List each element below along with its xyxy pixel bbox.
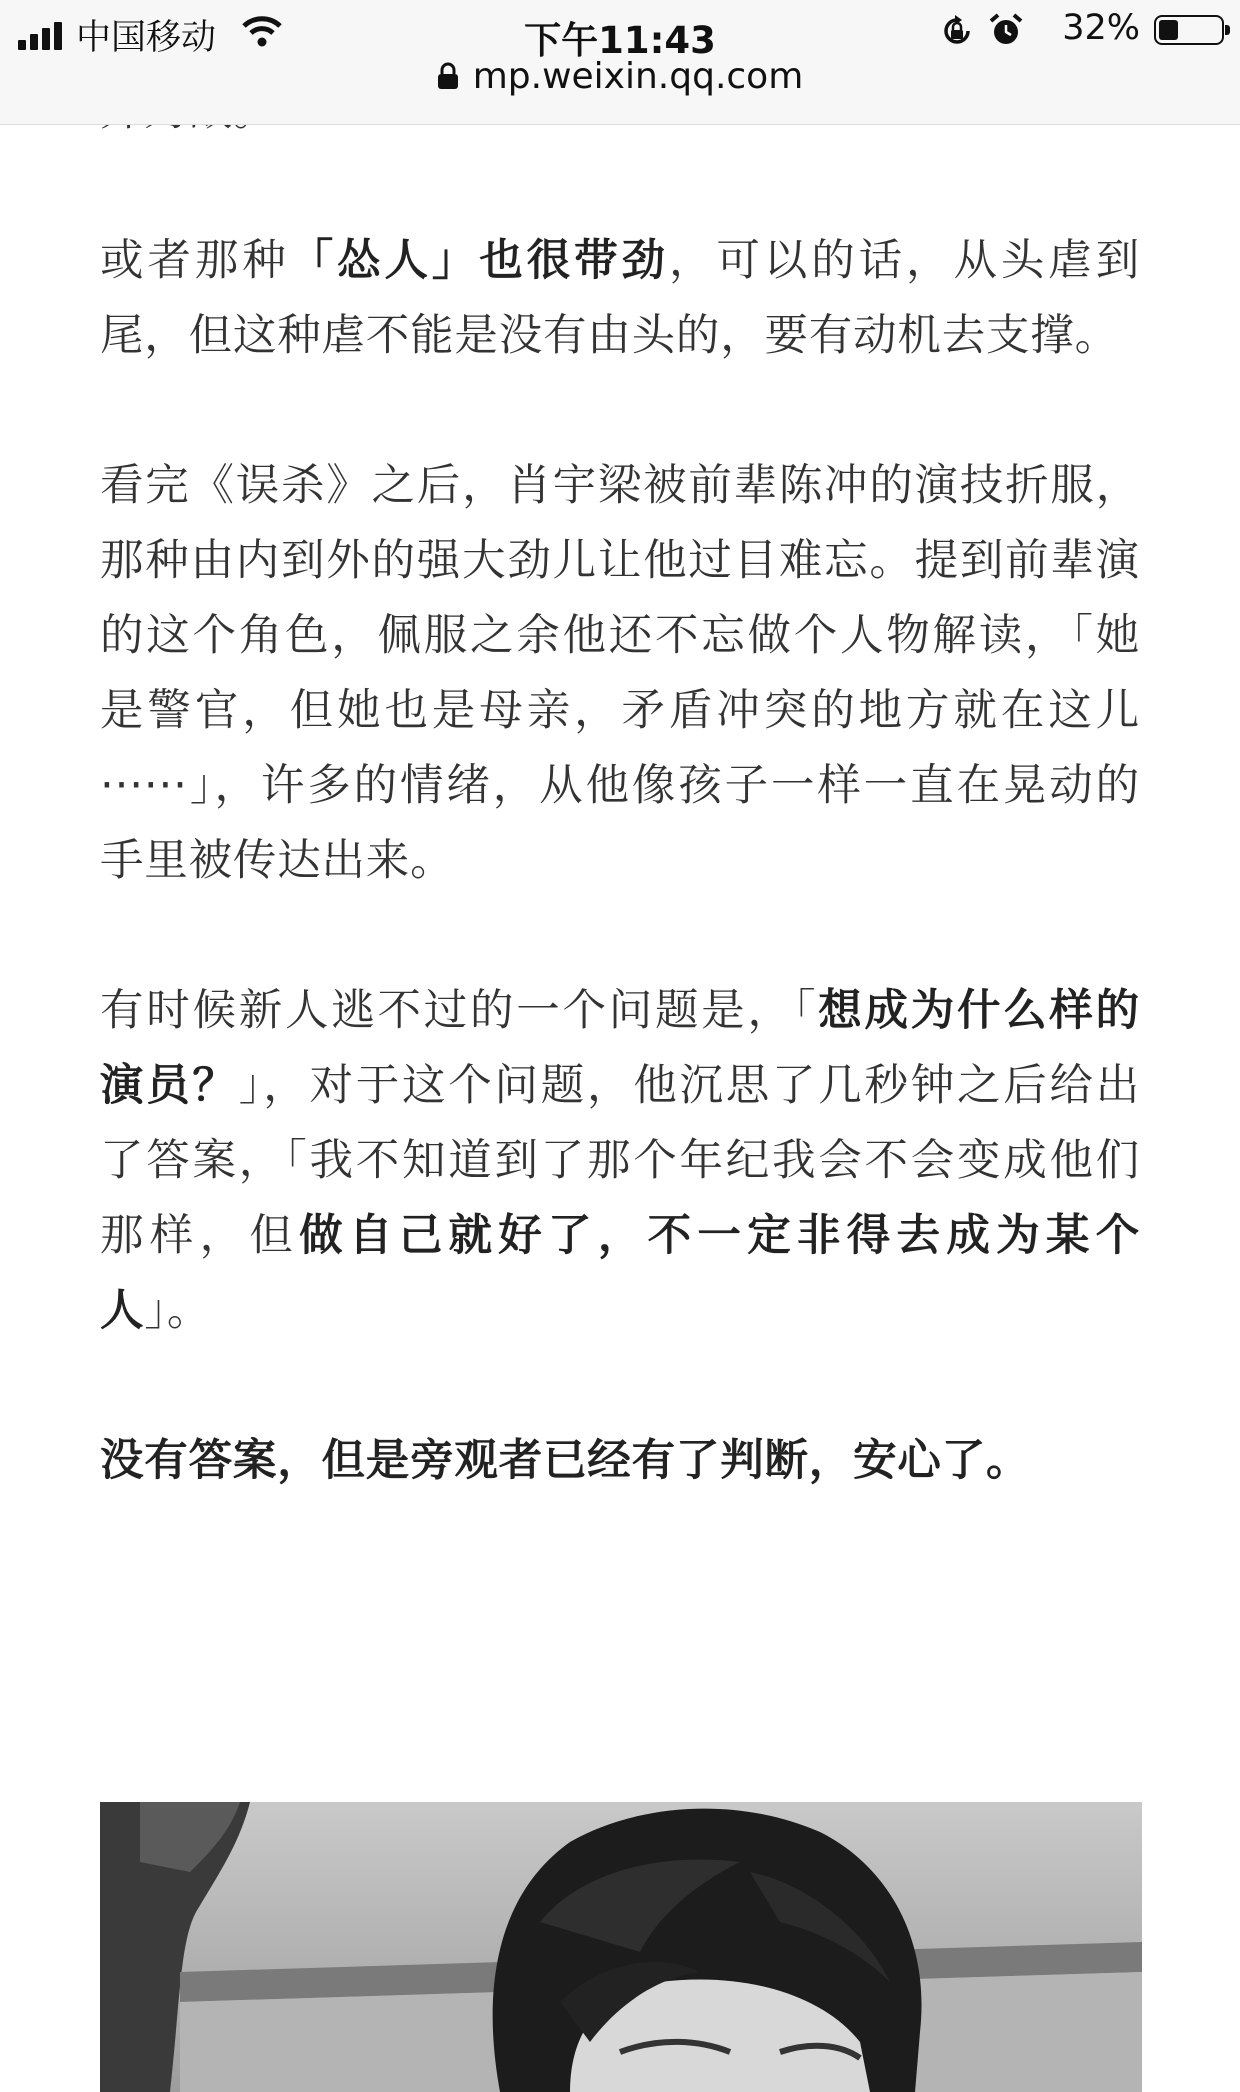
rotation-lock-icon [940,14,974,48]
carrier-name: 中国移动 [76,18,217,58]
paragraph-3-text-a: 有时候新人逃不过的一个问题是，「 [100,986,819,1036]
paragraph-3-text-e: 」。 [144,1286,212,1336]
paragraph-3 [100,974,1140,1349]
article-photo[interactable] [100,1802,1142,2092]
portrait-image [100,1802,1142,2092]
paragraph-1-bold: 「怂人」也很带劲 [289,236,669,286]
paragraph-3-text-c: 」，对于这个问题，他沉思了几秒钟之后给出了答案，「我不知道到了那个年纪我会不会变成他们那样，但 [100,1061,1141,1261]
paragraph-3-bold-answer: 做自己就好了，不一定非得去成为某个人 [100,1211,1140,1336]
article-body [100,74,1140,1574]
paragraph-3-bold-question: 想成为什么样的演员？ [100,986,1140,1111]
url-text: mp.weixin.qq.com [472,56,804,97]
paragraph-1-text-a: 或者那种 [100,236,290,286]
url-bar[interactable] [0,56,1240,110]
paragraph-1-text-c: ，可以的话，从头虐到尾，但这种虐不能是没有由头的，要有动机去支撑。 [100,236,1140,361]
alarm-icon [988,12,1024,48]
status-bar [0,0,1240,125]
status-row [0,8,1240,62]
battery-percentage: 32% [1062,8,1140,48]
clock-time: 下午11:43 [524,19,716,62]
paragraph-4: 没有答案，但是旁观者已经有了判断，安心了。 [100,1436,1031,1486]
battery-nub [1225,25,1230,35]
battery-fill [1159,20,1178,40]
battery-icon [1154,15,1224,45]
paragraph-2: 看完《误杀》之后，肖宇梁被前辈陈冲的演技折服，那种由内到外的强大劲儿让他过目难忘。提到前辈演的这个角色，佩服之余他还不忘做个人物解读，「她是警官，但她也是母亲，矛盾冲突的地方就在这儿······」，许多的情绪，从他像孩子一样一直在晃动的手里被传达出来。 [100,461,1140,886]
paragraph-1 [100,224,1140,374]
padlock-icon [437,62,459,90]
